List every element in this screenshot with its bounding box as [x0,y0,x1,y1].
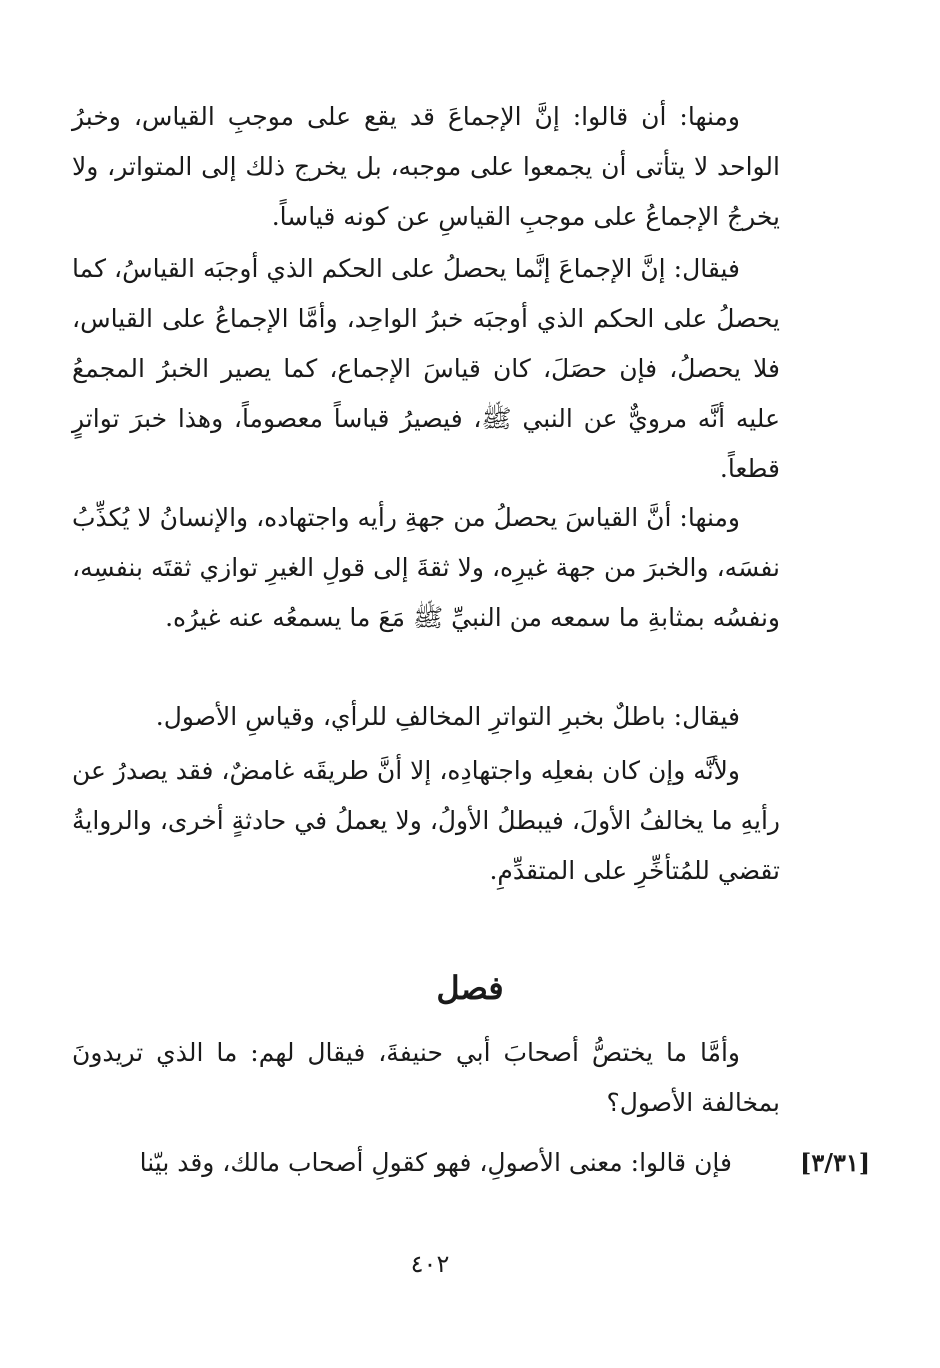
paragraph-1: ومنها: أن قالوا: إنَّ الإجماعَ قد يقع على موجبِ القياس، وخبرُ الواحد لا يتأتى أن يجمعوا على موجبه، بل يخرج ذلك إلى المتواتر، ولا يخرجُ الإجماعُ على موجبِ القياسِ عن كونه قياساً. [72,102,780,231]
paragraph-4: فيقال: باطلٌ بخبرِ التواترِ المخالفِ للرأي، وقياسِ الأصول. [155,702,740,731]
margin-reference: [٣/٣١] [800,1148,871,1177]
section-paragraph-1: وأمَّا ما يختصُّ أصحابَ أبي حنيفةَ، فيقال لهم: ما الذي تريدونَ بمخالفة الأصول؟ [72,1038,780,1117]
section-paragraph-2: فإن قالوا: معنى الأصولِ، فهو كقولِ أصحاب مالك، وقد بيّنا [139,1148,732,1177]
paragraph-2: فيقال: إنَّ الإجماعَ إنَّما يحصلُ على الحكم الذي أوجبَه القياسُ، كما يحصلُ على الحكم الذي أوجبَه خبرُ الواحِد، وأمَّا الإجماعُ على القياس، فلا يحصلُ، فإن حصَلَ، كان قياسَ الإجماع، كما يصير الخبرُ المجمعُ عليه أنَّه مرويٌّ عن النبي ﷺ، فيصيرُ قياساً معصوماً، وهذا خبرَ تواترٍ قطعاً. [72,254,780,483]
section-heading: فصل [436,969,504,1007]
page-number: ٤٠٢ [410,1250,450,1278]
paragraph-5: ولأنَّه وإن كان بفعلِه واجتهادِه، إلا أنَّ طريقَه غامضٌ، فقد يصدرُ عن رأيهِ ما يخالفُ الأولَ، فيبطلُ الأولُ، ولا يعملُ في حادثةٍ أخرى، والروايةُ تقضي للمُتأخِّرِ على المتقدِّمِ. [72,756,780,885]
paragraph-3: ومنها: أنَّ القياسَ يحصلُ من جهةِ رأيه واجتهاده، والإنسانُ لا يُكذِّبُ نفسَه، والخبرَ من جهة غيرِه، ولا ثقةَ إلى قولِ الغيرِ توازي ثقتَه بنفسِه، ونفسُه بمثابةِ ما سمعه من النبيِّ ﷺ مَعَ ما يسمعُه عنه غيرُه. [72,503,780,632]
